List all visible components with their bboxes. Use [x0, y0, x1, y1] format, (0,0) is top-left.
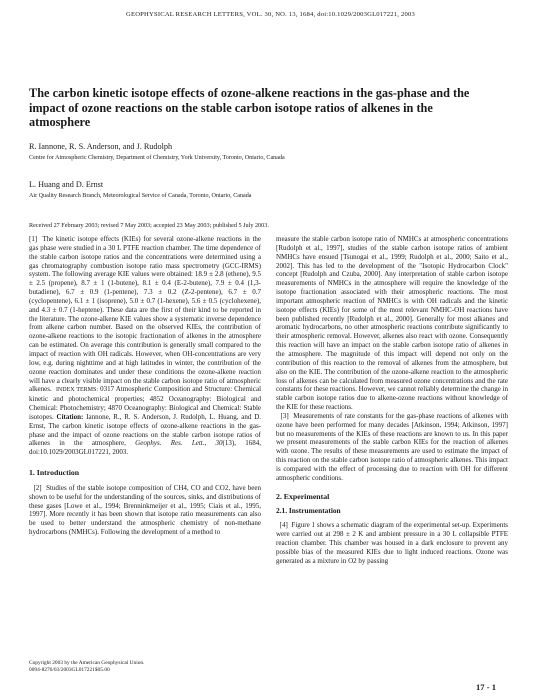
affiliation-1: Centre for Atmospheric Chemistry, Department of Chemistry, York University, Toronto, Ontario, Canada: [29, 155, 285, 161]
body-paragraph-3-text: Figure 1 shows a schematic diagram of the experimental set-up. Experiments were carried out at 298 ± 2 K and ambient pressure in a 30 L collapsible PTFE reaction chamber. This chamber was housed in a dark enclosure to prevent any possible bias of the measured KIEs due to light induced reactions. Ozone was generated as a mixture in O2 by passing: [276, 521, 509, 565]
left-column: [29, 235, 261, 537]
citation-authors: Iannone, R., R. S. Anderson, J. Rudolph, L. Huang, and D. Ernst, The carbon kinetic isotope effects of ozone-alkene reactions in the gas-phase and the impact of ozone reactions on the stable carbon isotope ratios of alkenes in the atmosphere,: [29, 412, 262, 448]
page-number: 17 - 1: [476, 682, 497, 692]
body-paragraph-1: measure the stable carbon isotope ratio of NMHCs at atmospheric concentrations [Rudolph et al., 1997], studies of the stable carbon isotope ratios of ambient NMHCs have ensued [Tsunogai et al., 1999; Rudolph et al., 2000; Saito et al., 2002]. This has led to the development of the "Isotopic Hydrocarbon Clock" concept [Rudolph and Czuba, 2000]. Any interpretation of stable carbon isotope measurements of NMHCs in the atmosphere will require the knowledge of the isotope fractionation associated with their atmospheric reactions. The most important atmospheric reaction of NMHCs is with OH radicals and the kinetic isotope effects (KIEs) for some of the most relevant NMHC-OH reactions have been published recently [Rudolph et al., 2000]. Generally for most alkanes and aromatic hydrocarbons, no other atmospheric reactions contribute significantly to their atmospheric removal. However, alkenes also react with ozone. Consequently this reaction will have an impact on the stable carbon isotope ratio of alkenes in the atmosphere. The magnitude of this impact will depend not only on the contribution of this reaction to the removal of alkenes from the atmosphere, but also on the KIE. The contribution of the ozone-alkene reaction to the atmospheric loss of alkenes can be calculated from measured ozone concentrations and the rate constants for these reactions. However, we cannot reliably determine the change in stable carbon isotope ratios due to alkene-ozone reactions without knowledge of the KIE for these reactions.: [276, 235, 508, 412]
citation-tail: (13), 1684, doi:10.1029/2003GL017221, 2003.: [29, 439, 261, 457]
received-dates: Received 27 February 2003; revised 7 May 2003; accepted 23 May 2003; published 5 July 2003.: [29, 222, 269, 229]
index-terms-label: INDEX TERMS:: [55, 387, 98, 394]
author-list-1: R. Iannone, R. S. Anderson, and J. Rudolph: [29, 142, 173, 151]
abstract: [29, 235, 261, 457]
subsection-heading-instrumentation: 2.1. Instrumentation: [276, 506, 341, 516]
article-title: The carbon kinetic isotope effects of ozone-alkene reactions in the gas-phase and the impact of ozone reactions on the stable carbon isotope ratios of alkenes in the atmosphere: [29, 86, 470, 129]
body-paragraph-2: [276, 412, 508, 483]
body-paragraph-3: [276, 521, 508, 565]
copyright-notice: [29, 660, 261, 673]
intro-paragraph: [29, 484, 261, 537]
affiliation-2: Air Quality Research Branch, Meteorological Service of Canada, Toronto, Ontario, Canada: [29, 193, 252, 199]
section-heading-introduction: 1. Introduction: [29, 468, 80, 478]
paragraph-marker: [3]: [280, 411, 289, 420]
body-paragraph-2-text: Measurements of rate constants for the gas-phase reactions of alkenes with ozone have been performed for many decades [Atkinson, 1994; Atkinson, 1997] but no measurements of the KIEs of these reactions are known to us. In this paper we present measurements of the stable carbon KIEs for the reaction of alkenes with ozone. The results of these measurements are used to estimate the impact of this reaction on the stable carbon isotope ratio of atmospheric alkenes. This impact is compared with the effect of processing due to reaction with OH for different atmospheric conditions.: [276, 411, 509, 482]
section-heading-experimental: 2. Experimental: [276, 491, 330, 501]
index-terms-text: 0317 Atmospheric Composition and Structure: Chemical kinetic and photochemical properties; 4852 Oceanography: Biological and Chemical: Photochemistry; 4870 Oceanography: Biological and Chemical: Stable isotopes.: [29, 385, 262, 421]
right-column: [276, 235, 508, 566]
copyright-line: Copyright 2003 by the American Geophysical Union.: [29, 660, 145, 666]
intro-text: Studies of the stable isotope composition of CH4, CO and CO2, have been shown to be useful for the understanding of the sources, sinks, and distributions of these gases [Lowe et al., 1994; Brenninkmeijer et al., 1995; Ciais et al., 1995, 1997]. More recently it has been shown that isotope ratio measurements can also be used to better understand the atmospheric chemistry of non-methane hydrocarbons (NMHCs). Following the development of a method to: [29, 483, 261, 537]
citation-label: Citation:: [56, 412, 84, 421]
abstract-text: The kinetic isotope effects (KIEs) for several ozone-alkene reactions in the gas phase were studied in a 30 L PTFE reaction chamber. The time dependence of the stable carbon isotope ratios and the concentrations were determined using a gas chromatography combustion isotope ratio mass spectrometry (GCC-IRMS) system. The following average KIE values were obtained: 18.9 ± 2.8 (ethene), 9.5 ± 2.5 (propene), 8.7 ± 1 (1-butene), 8.1 ± 0.4 (E-2-butene), 7.9 ± 0.4 (1,3-butadiene), 6.7 ± 0.9 (1-pentene), 7.3 ± 0.2 (Z-2-pentene), 6.7 ± 0.7 (cyclopentene), 6.1 ± 1 (isoprene), 5.0 ± 0.7 (1-hexene), 5.6 ± 0.5 (cyclohexene), and 4.3 ± 0.7 (1-heptene). These data are the first of their kind to be reported in the literature. The ozone-alkene KIE values show a systematic inverse dependence from alkene carbon number. Based on the observed KIEs, the contribution of ozone-alkene reactions to the isotopic fractionation of alkenes in the atmosphere can be estimated. On average this contribution is generally small compared to the impact of reaction with OH radicals. However, when OH-concentrations are very low, e.g. during nighttime and at high latitudes in winter, the contribution of the ozone reaction dominates and under these conditions the ozone-alkene reaction will have a clearly visible impact on the stable carbon isotope ratio of atmospheric alkenes.: [29, 235, 262, 394]
paragraph-marker: [4]: [279, 521, 288, 530]
author-list-2: L. Huang and D. Ernst: [29, 180, 104, 189]
paragraph-marker: [1]: [29, 235, 38, 243]
running-head: GEOPHYSICAL RESEARCH LETTERS, VOL. 30, NO. 13, 1684, doi:10.1029/2003GL017221, 2003: [126, 11, 415, 18]
copyright-code: 0094-8276/03/2003GL017221$05.00: [29, 666, 110, 673]
citation-journal: Geophys. Res. Lett., 30: [135, 439, 223, 448]
paragraph-marker: [2]: [33, 483, 42, 492]
